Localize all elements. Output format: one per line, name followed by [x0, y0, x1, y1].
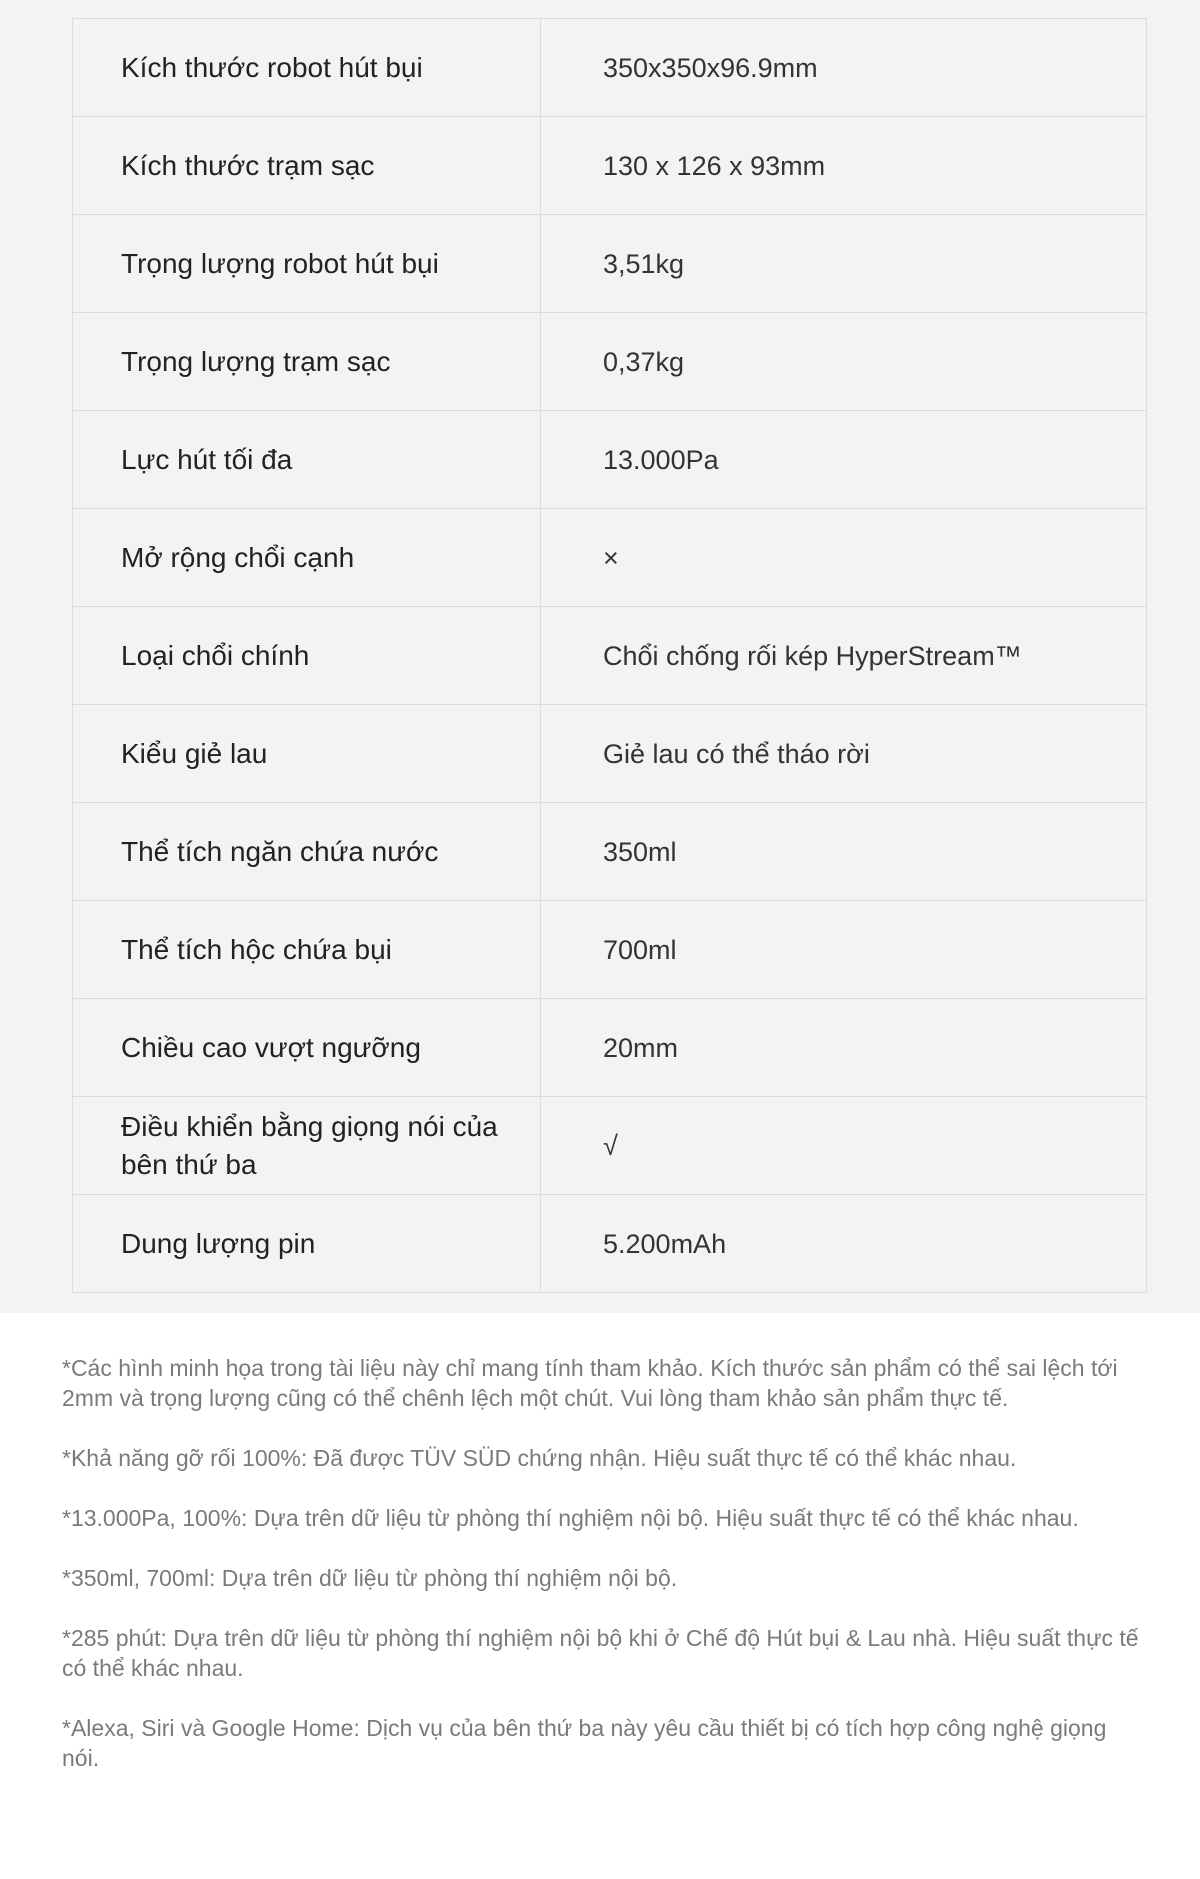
spec-table — [72, 18, 1147, 1293]
spec-label: Kích thước robot hút bụi — [73, 19, 541, 117]
table-row — [73, 411, 1147, 509]
spec-value: 0,37kg — [541, 313, 1147, 411]
table-row — [73, 705, 1147, 803]
spec-label: Trọng lượng robot hút bụi — [73, 215, 541, 313]
footnote: *13.000Pa, 100%: Dựa trên dữ liệu từ phòng thí nghiệm nội bộ. Hiệu suất thực tế có thể khác nhau. — [62, 1505, 1079, 1531]
table-row — [73, 19, 1147, 117]
table-row — [73, 999, 1147, 1097]
spec-label: Chiều cao vượt ngưỡng — [73, 999, 541, 1097]
spec-label: Thể tích ngăn chứa nước — [73, 803, 541, 901]
spec-label: Mở rộng chổi cạnh — [73, 509, 541, 607]
spec-label: Thể tích hộc chứa bụi — [73, 901, 541, 999]
spec-value: √ — [541, 1097, 1147, 1195]
spec-label: Lực hút tối đa — [73, 411, 541, 509]
spec-label: Trọng lượng trạm sạc — [73, 313, 541, 411]
table-row — [73, 803, 1147, 901]
table-row — [73, 901, 1147, 999]
spec-label: Kích thước trạm sạc — [73, 117, 541, 215]
spec-label: Dung lượng pin — [73, 1195, 541, 1293]
spec-label: Điều khiển bằng giọng nói của bên thứ ba — [73, 1097, 541, 1195]
table-row — [73, 607, 1147, 705]
footnote: *285 phút: Dựa trên dữ liệu từ phòng thí nghiệm nội bộ khi ở Chế độ Hút bụi & Lau nhà. Hiệu suất thực tế có thể khác nhau. — [62, 1625, 1139, 1681]
table-row — [73, 1195, 1147, 1293]
spec-value: 20mm — [541, 999, 1147, 1097]
spec-value: 700ml — [541, 901, 1147, 999]
spec-label: Kiểu giẻ lau — [73, 705, 541, 803]
footnote: *Alexa, Siri và Google Home: Dịch vụ của bên thứ ba này yêu cầu thiết bị có tích hợp công nghệ giọng nói. — [62, 1715, 1107, 1771]
spec-value: × — [541, 509, 1147, 607]
spec-value: Chổi chống rối kép HyperStream™ — [541, 607, 1147, 705]
spec-value: 350x350x96.9mm — [541, 19, 1147, 117]
footnotes — [0, 1313, 1200, 1773]
footnote: *Khả năng gỡ rối 100%: Đã được TÜV SÜD chứng nhận. Hiệu suất thực tế có thể khác nhau. — [62, 1445, 1017, 1471]
spec-label: Loại chổi chính — [73, 607, 541, 705]
table-row — [73, 509, 1147, 607]
spec-value: 350ml — [541, 803, 1147, 901]
table-row — [73, 117, 1147, 215]
spec-value: Giẻ lau có thể tháo rời — [541, 705, 1147, 803]
spec-value: 3,51kg — [541, 215, 1147, 313]
table-row — [73, 215, 1147, 313]
footnote: *Các hình minh họa trong tài liệu này chỉ mang tính tham khảo. Kích thước sản phẩm có thể sai lệch tới 2mm và trọng lượng cũng có thể chênh lệch một chút. Vui lòng tham khảo sản phẩm thực tế. — [62, 1355, 1118, 1411]
spec-value: 5.200mAh — [541, 1195, 1147, 1293]
footnote: *350ml, 700ml: Dựa trên dữ liệu từ phòng thí nghiệm nội bộ. — [62, 1565, 678, 1591]
spec-value: 130 x 126 x 93mm — [541, 117, 1147, 215]
table-row — [73, 1097, 1147, 1195]
table-row — [73, 313, 1147, 411]
spec-value: 13.000Pa — [541, 411, 1147, 509]
